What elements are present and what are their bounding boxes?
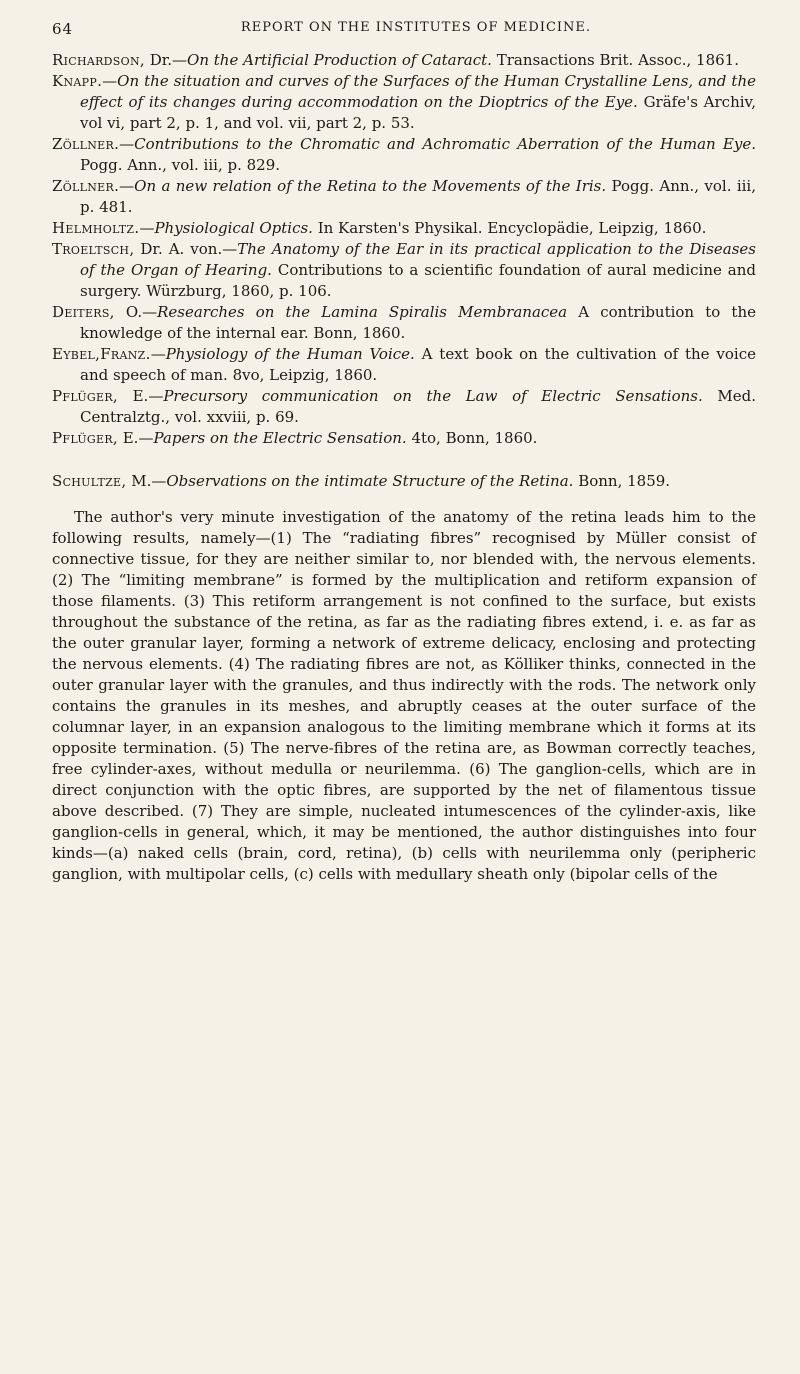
bibliography-entry [52,239,756,302]
entry-prefix: E.— [117,387,164,405]
entry-title: Physiological Optics. [154,219,313,237]
entry-title: Precursory communication on the Law of Electric Sensations. [163,387,703,405]
review-heading [52,471,756,492]
entry-source: Pogg. Ann., vol. iii, p. 481. [80,177,756,216]
entry-prefix: — [150,345,166,363]
entry-source: A contribution to the knowledge of the internal ear. Bonn, 1860. [80,303,756,342]
entry-title: On a new relation of the Retina to the Movements of the Iris. [134,177,607,195]
entry-prefix: — [102,72,118,90]
entry-author: Pflüger, [52,387,118,405]
entry-source: In Karsten's Physikal. Encyclopädie, Leipzig, 1860. [312,219,707,237]
entry-author: Pflüger, [52,429,118,447]
bibliography-entry [52,71,756,134]
entry-source: 4to, Bonn, 1860. [406,429,538,447]
entry-title: On the Artificial Production of Cataract. [187,51,492,69]
page-number: 64 [52,20,74,38]
bibliography-list [36,50,756,449]
entry-author-forename: Franz. [100,345,151,363]
entry-prefix: — [119,177,135,195]
entry-author: Zöllner. [52,177,120,195]
bibliography-entry [52,134,756,176]
entry-source: Bonn, 1859. [573,472,671,490]
entry-author: Eybel, [52,345,101,363]
entry-title: Researches on the Lamina Spiralis Membranacea [157,303,568,321]
bibliography-entry [52,218,756,239]
bibliography-entry [52,302,756,344]
entry-title: Observations on the intimate Structure of the Retina. [166,472,574,490]
entry-title: On the situation and curves of the Surfaces of the Human Crystalline Lens, and the effect of its changes during accommodation on the Dioptrics of the Eye. [80,72,756,111]
entry-source: Med. Centralztg., vol. xxviii, p. 69. [80,387,756,426]
entry-author: Knapp. [52,72,103,90]
entry-prefix: E.— [117,429,154,447]
entry-author: Zöllner. [52,135,120,153]
bibliography-entry [52,50,756,71]
entry-author: Schultze, [52,472,127,490]
entry-title: Papers on the Electric Sensation. [153,429,407,447]
bibliography-entry [52,344,756,386]
entry-prefix: O.— [114,303,158,321]
entry-prefix: Dr. A. von.— [134,240,238,258]
entry-title: Contributions to the Chromatic and Achromatic Aberration of the Human Eye. [134,135,756,153]
entry-author: Helmholtz. [52,219,140,237]
entry-source: A text book on the cultivation of the voice and speech of man. 8vo, Leipzig, 1860. [80,345,756,384]
bibliography-entry [52,428,756,449]
entry-title: Physiology of the Human Voice. [165,345,415,363]
entry-prefix: Dr.— [144,51,188,69]
review-paragraph: The author's very minute investigation of the anatomy of the retina leads him to the following results, namely—(1) The “radiating fibres” recognised by Müller consist of connective tissue, for they are neither similar to, nor blended with, the nervous elements. (2) The “limiting membrane” is formed by the multiplication and retiform expansion of those filaments. (3) This retiform arrangement is not confined to the surface, but exists throughout the substance of the retina, as far as the radiating fibres extend, i. e. as far as the outer granular layer, forming a network of extreme delicacy, enclosing and protecting the nervous elements. (4) The radiating fibres are not, as Kölliker thinks, connected in the outer granular layer with the granules, and thus indirectly with the rods. The network only contains the granules in its meshes, and abruptly ceases at the outer surface of the columnar layer, in an expansion analogous to the limiting membrane which it forms at its opposite termination. (5) The nerve-fibres of the retina are, as Bowman correctly teaches, free cylinder-axes, without medulla or neurilemma. (6) The ganglion-cells, which are in direct conjunction with the optic fibres, are supported by the net of filamentous tissue above described. (7) They are simple, nucleated intumescences of the cylinder-axis, like ganglion-cells in general, which, it may be mentioned, the author distinguishes into four kinds—(a) naked cells (brain, cord, retina), (b) cells with neurilemma only (peripheric ganglion, with multipolar cells, (c) cells with medullary sheath only (bipolar cells of the [52,508,756,883]
entry-title: The Anatomy of the Ear in its practical application to the Diseases of the Organ of Hearing. [80,240,756,279]
entry-source: Contributions to a scientific foundation of aural medicine and surgery. Würzburg, 1860, p. 106. [80,261,756,300]
entry-source: Pogg. Ann., vol. iii, p. 829. [80,156,281,174]
bibliography-entry [52,176,756,218]
running-head [36,20,756,50]
entry-prefix: — [119,135,135,153]
entry-author: Troeltsch, [52,240,135,258]
entry-author: Richardson, [52,51,145,69]
section-gap [36,449,756,471]
entry-author: Deiters, [52,303,115,321]
running-title: REPORT ON THE INSTITUTES OF MEDICINE. [240,20,592,35]
entry-prefix: M.— [126,472,167,490]
entry-source: Gräfe's Archiv, vol vi, part 2, p. 1, and vol. vii, part 2, p. 53. [80,93,756,132]
entry-prefix: — [139,219,155,237]
bibliography-entry [52,386,756,428]
entry-source: Transactions Brit. Assoc., 1861. [491,51,739,69]
